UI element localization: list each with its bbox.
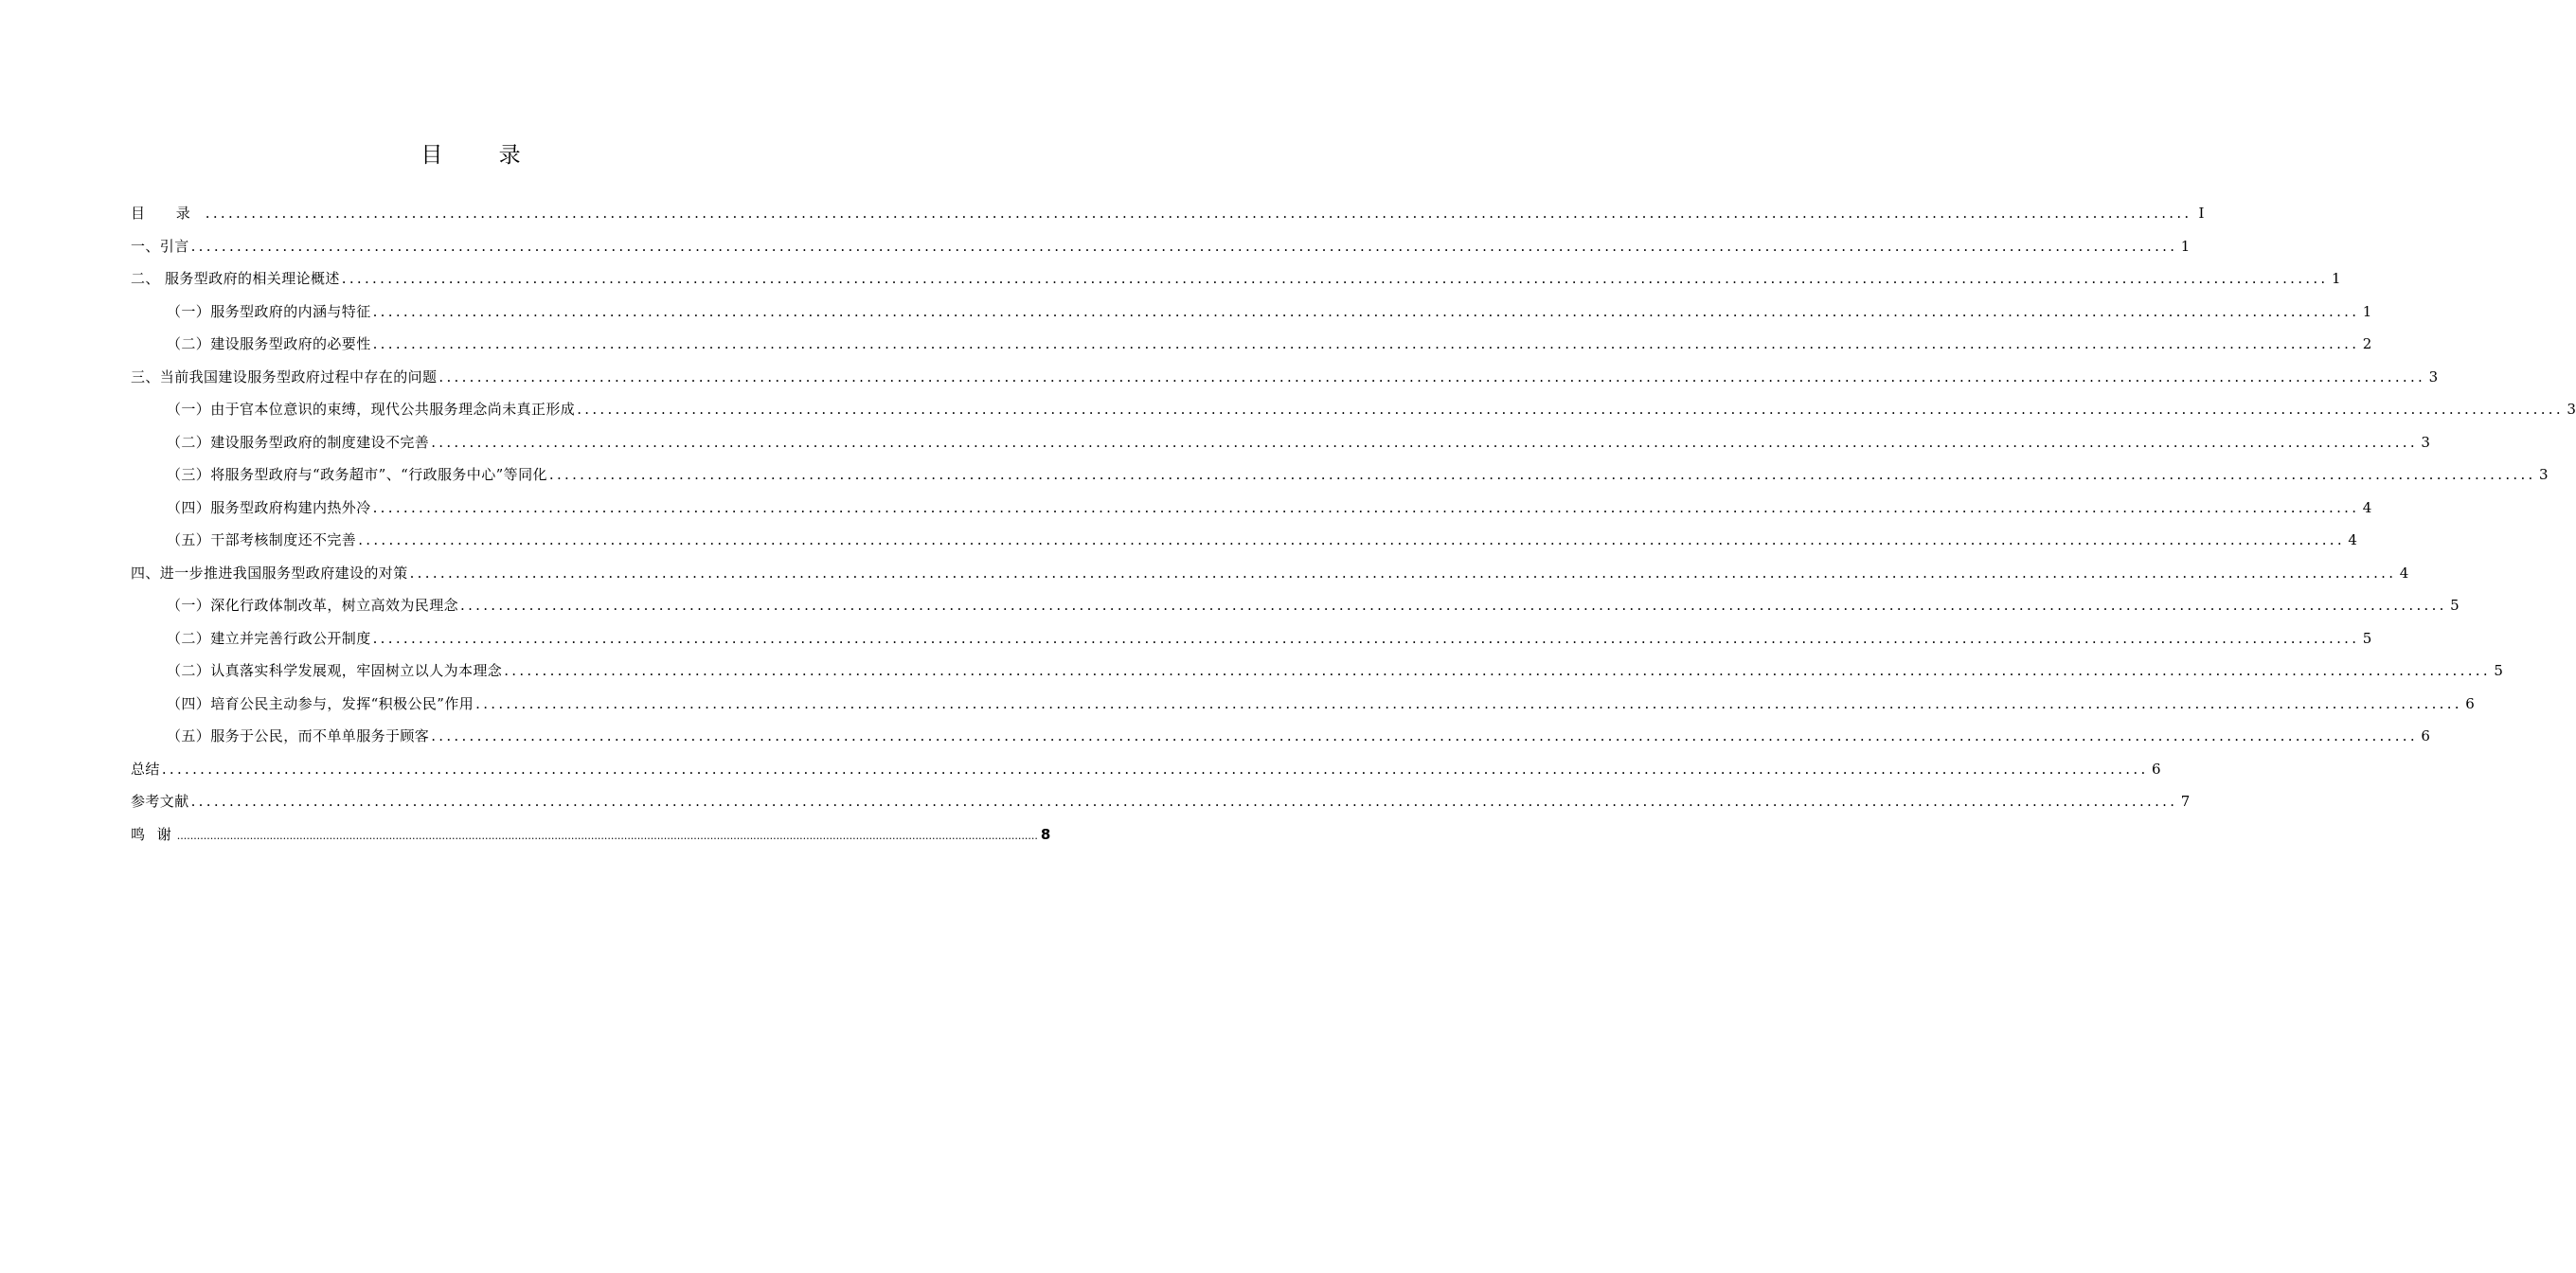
toc-entry[interactable] (131, 393, 2576, 426)
toc-entry[interactable] (131, 557, 2409, 590)
toc-entry-text: （二）建设服务型政府的制度建设不完善 (167, 433, 430, 451)
dot-leader: .................................................................................................................................................................................................................................................................... (176, 829, 1038, 842)
toc-entry-text: （三）将服务型政府与“政务超市”、“行政服务中心”等同化 (167, 466, 547, 483)
toc-entry-text: （五）干部考核制度还不完善 (167, 531, 357, 548)
toc-entry-text: 目 录 (131, 205, 204, 222)
toc-entry-page: 3 (2428, 368, 2439, 385)
toc-entry-page: 4 (2362, 498, 2372, 516)
toc-entry-page: 5 (2362, 629, 2372, 647)
table-of-contents (131, 197, 2576, 851)
dot-leader: .................................................................................................................................................................................................................................................................... (190, 237, 2178, 255)
dot-leader: .................................................................................................................................................................................................................................................................... (409, 564, 2397, 582)
dot-leader: .................................................................................................................................................................................................................................................................... (577, 401, 2564, 418)
dot-leader: .................................................................................................................................................................................................................................................................... (372, 498, 2360, 516)
toc-entry[interactable] (131, 524, 2357, 557)
toc-entry-page: 3 (2421, 433, 2430, 451)
toc-entry-text: 鸣 谢 (131, 825, 175, 843)
toc-entry[interactable] (131, 262, 2341, 296)
toc-entry-page: 7 (2180, 793, 2191, 810)
toc-entry-page: 2 (2362, 335, 2372, 352)
toc-entry-page: 4 (2399, 564, 2409, 582)
dot-leader: .................................................................................................................................................................................................................................................................... (341, 270, 2329, 287)
dot-leader: .................................................................................................................................................................................................................................................................... (161, 760, 2149, 778)
toc-entry[interactable] (131, 785, 2191, 818)
toc-entry[interactable] (131, 720, 2430, 753)
toc-entry-text: 总结 (131, 760, 160, 778)
toc-entry-page: 4 (2348, 531, 2357, 548)
toc-entry-page: 3 (2539, 466, 2549, 483)
toc-entry-text: （二）认真落实科学发展观，牢固树立以人为本理念 (167, 662, 503, 679)
dot-leader: .................................................................................................................................................................................................................................................................... (372, 335, 2360, 352)
dot-leader: .................................................................................................................................................................................................................................................................... (460, 597, 2447, 614)
dot-leader: .................................................................................................................................................................................................................................................................... (475, 694, 2462, 712)
toc-entry-page: 1 (2362, 302, 2372, 320)
toc-entry-text: （四）服务型政府构建内热外冷 (167, 498, 371, 516)
toc-entry-page: 1 (2331, 270, 2341, 287)
toc-entry[interactable] (131, 753, 2161, 786)
toc-entry-text: 参考文献 (131, 793, 189, 810)
dot-leader: .................................................................................................................................................................................................................................................................... (431, 727, 2418, 744)
toc-entry-text: 三、当前我国建设服务型政府过程中存在的问题 (131, 368, 438, 385)
toc-entry-text: 一、引言 (131, 237, 189, 255)
dot-leader: .................................................................................................................................................................................................................................................................... (548, 466, 2536, 483)
toc-entry[interactable] (131, 688, 2475, 721)
toc-entry-page: 5 (2450, 597, 2460, 614)
dot-leader: .................................................................................................................................................................................................................................................................... (431, 433, 2418, 451)
page-title: 目 录 (420, 143, 546, 168)
toc-entry-text: （一）深化行政体制改革，树立高效为民理念 (167, 597, 459, 614)
toc-entry-page: 6 (2465, 694, 2475, 712)
toc-entry[interactable] (131, 426, 2430, 459)
toc-entry[interactable] (131, 328, 2372, 361)
toc-entry-page: 5 (2494, 662, 2503, 679)
toc-entry-text: 四、进一步推进我国服务型政府建设的对策 (131, 564, 408, 582)
toc-entry[interactable] (131, 818, 1051, 852)
toc-entry-text: （五）服务于公民，而不单单服务于顾客 (167, 727, 430, 744)
toc-entry[interactable] (131, 589, 2460, 622)
toc-entry-page: I (2198, 205, 2205, 222)
toc-entry-text: （二）建设服务型政府的必要性 (167, 335, 371, 352)
dot-leader: .................................................................................................................................................................................................................................................................... (190, 793, 2178, 810)
toc-entry[interactable] (131, 622, 2372, 655)
toc-entry-page: 6 (2421, 727, 2430, 744)
dot-leader: .................................................................................................................................................................................................................................................................... (205, 205, 2192, 222)
dot-leader: .................................................................................................................................................................................................................................................................... (358, 531, 2345, 548)
toc-entry-page: 3 (2567, 401, 2576, 418)
toc-entry[interactable] (131, 361, 2439, 394)
toc-entry-text: （一）服务型政府的内涵与特征 (167, 302, 371, 320)
dot-leader: .................................................................................................................................................................................................................................................................... (438, 368, 2426, 385)
toc-entry-text: （四）培育公民主动参与，发挥“积极公民”作用 (167, 694, 474, 712)
toc-entry[interactable] (131, 492, 2372, 525)
dot-leader: .................................................................................................................................................................................................................................................................... (504, 662, 2491, 679)
toc-entry[interactable] (131, 296, 2372, 329)
toc-entry-page: 8 (1040, 825, 1051, 843)
toc-entry-text: （一）由于官本位意识的束缚，现代公共服务理念尚未真正形成 (167, 401, 576, 418)
toc-entry-page: 1 (2180, 237, 2191, 255)
toc-entry[interactable] (131, 654, 2503, 688)
toc-entry[interactable] (131, 197, 2205, 230)
toc-entry-text: 二、 服务型政府的相关理论概述 (131, 270, 340, 287)
dot-leader: .................................................................................................................................................................................................................................................................... (372, 302, 2360, 320)
toc-entry-text: （二）建立并完善行政公开制度 (167, 629, 371, 647)
toc-entry[interactable] (131, 230, 2191, 263)
dot-leader: .................................................................................................................................................................................................................................................................... (372, 629, 2360, 647)
toc-entry-page: 6 (2151, 760, 2161, 778)
toc-entry[interactable] (131, 458, 2549, 492)
